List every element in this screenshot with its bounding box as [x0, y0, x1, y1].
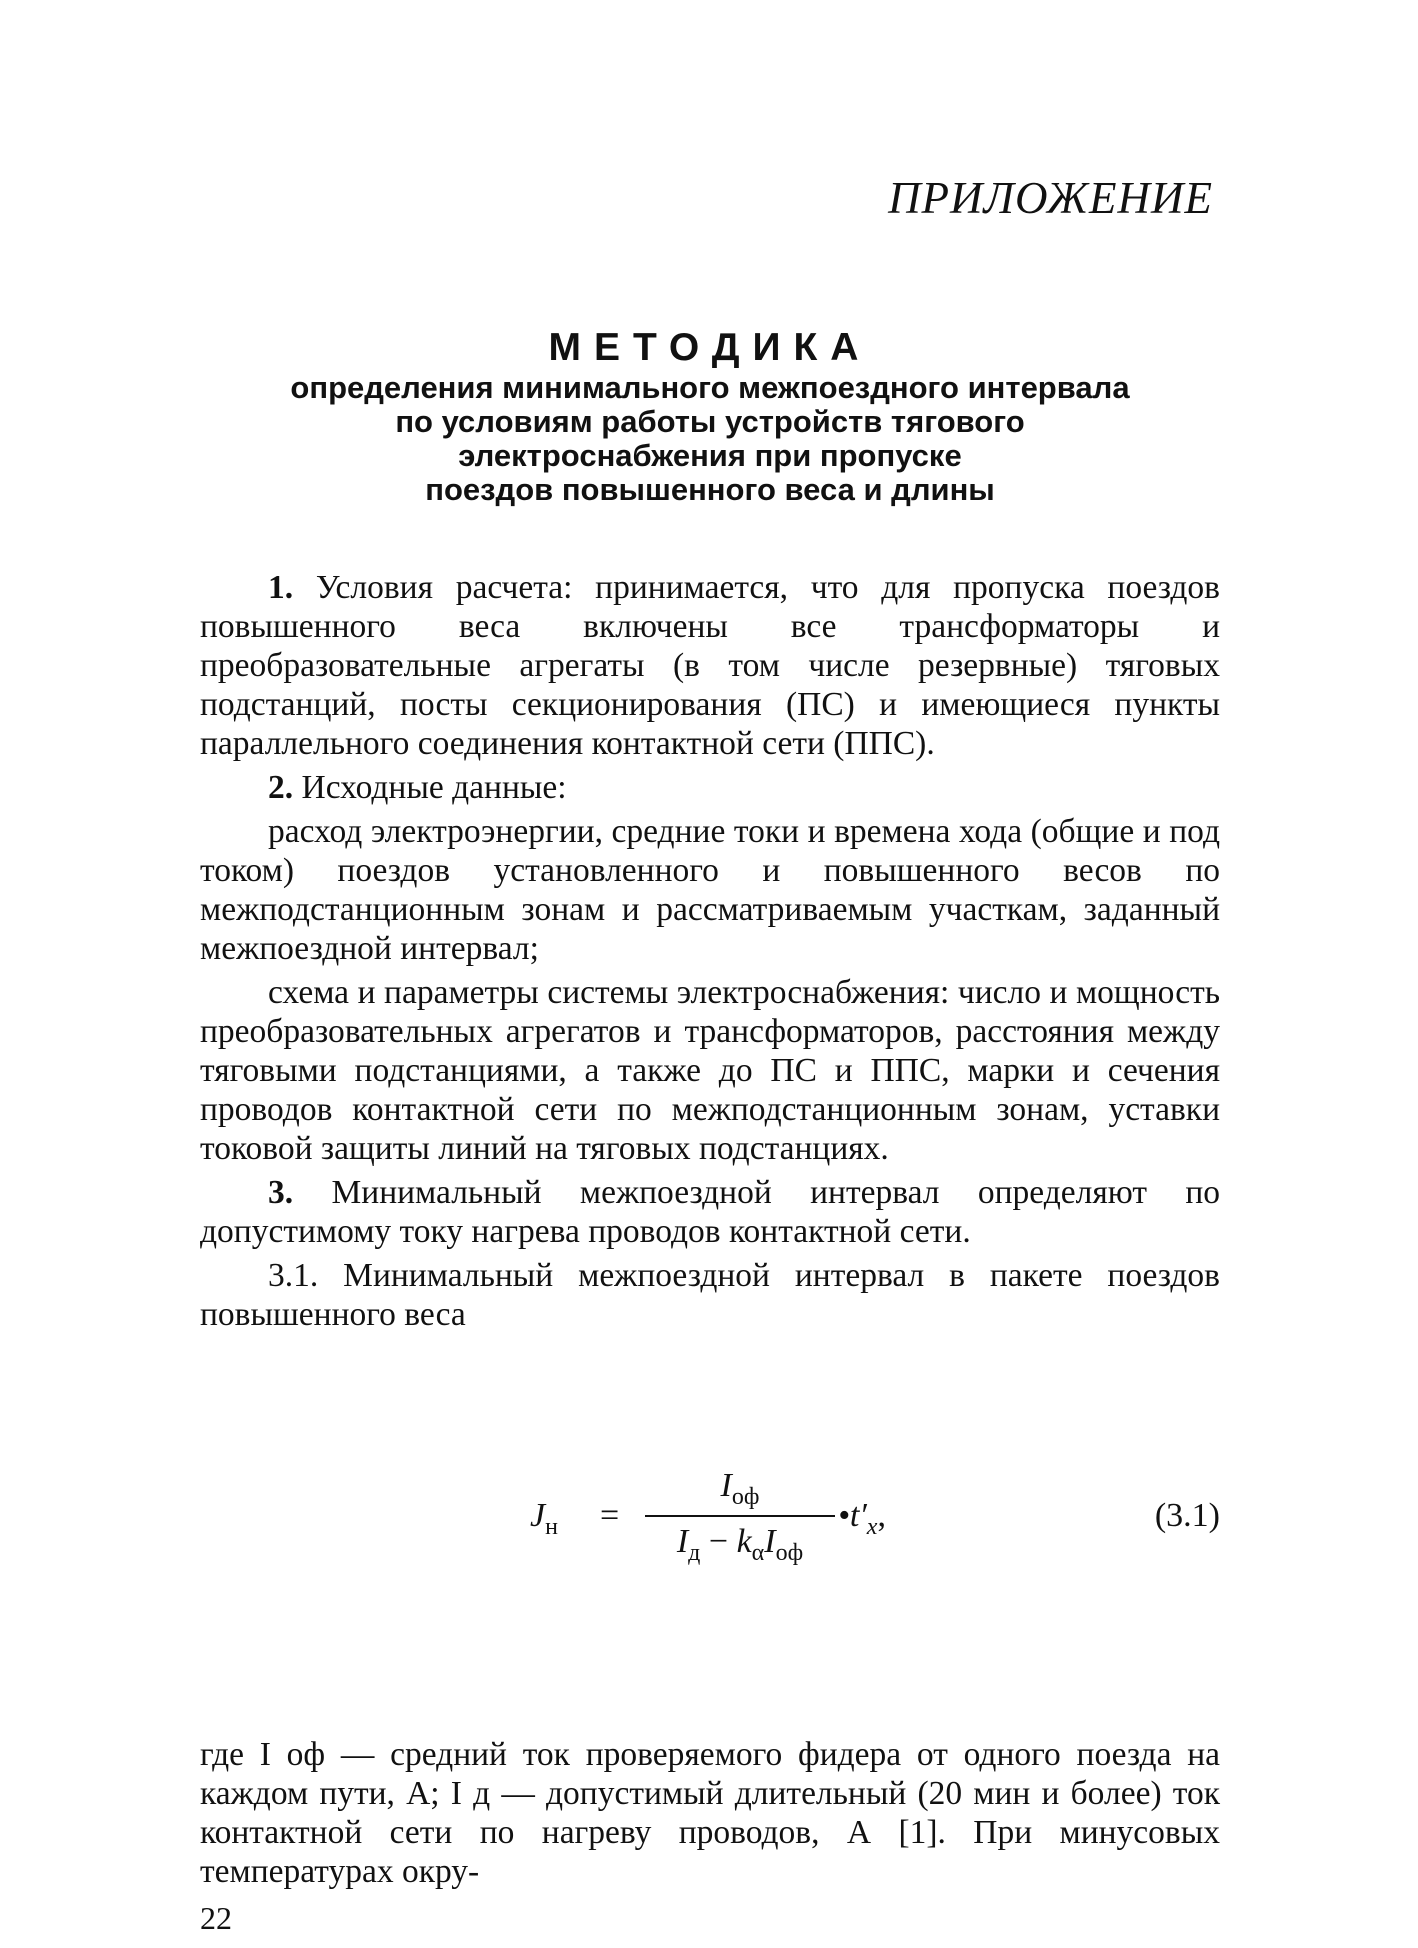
formula-denominator: $I_д - k_\alpha I_{оф}$ — [676, 1523, 804, 1566]
paragraph — [200, 1256, 1220, 1334]
paragraph: где I оф — средний ток проверяемого фидера от одного поезда на каждом пути, А; I д — допустимый длительный (20 мин и более) ток контактной сети по нагреву проводов, А [1]. При минусовых температурах окру- — [200, 1736, 1220, 1890]
heading-subtitle-line: поездов повышенного веса и длины — [425, 472, 995, 507]
heading-title: МЕТОДИКА — [548, 326, 872, 369]
paragraph-number: 3. — [268, 1174, 294, 1211]
heading-subtitle-line: определения минимального межпоездного интервала — [290, 370, 1130, 405]
paragraph-text: Условия расчета: принимается, что для пропуска поездов повышенного веса включены все трансформаторы и преобразовательные агрегаты (в том числе резервные) тяговых подстанций, посты секционирования (ПС) и имеющиеся пункты параллельного соединения контактной сети (ППС). — [200, 569, 1221, 762]
formula-fraction — [645, 1455, 835, 1577]
paragraph-number: 1. — [268, 569, 294, 606]
formula-lhs: $J_н$ — [530, 1497, 558, 1540]
paragraph — [200, 812, 1220, 968]
document-heading — [200, 325, 1220, 507]
heading-subtitle-line: электроснабжения при пропуске — [458, 438, 962, 473]
appendix-label: ПРИЛОЖЕНИЕ — [888, 173, 1213, 223]
paragraph — [200, 568, 1220, 763]
formula-number: (3.1) — [1154, 1497, 1220, 1534]
formula-numerator: $I_{оф}$ — [720, 1467, 760, 1510]
heading-subtitle-line: по условиям работы устройств тягового — [395, 404, 1025, 439]
paragraph — [200, 973, 1220, 1168]
paragraph — [200, 768, 1220, 807]
paragraph-text: схема и параметры системы электроснабжения: число и мощность преобразовательных агрегатов и трансформаторов, расстояния между тяговыми подстанциями, а также до ПС и ППС, марки и сечения проводов контактной сети по межподстанционным зонам, уставки токовой защиты линий на тяговых подстанциях. — [200, 974, 1220, 1167]
paragraph-text: Минимальный межпоездной интервал определяют по допустимому току нагрева проводов контактной сети. — [200, 1174, 1220, 1250]
paragraph-text: Исходные данные: — [301, 769, 567, 806]
formula-equals: = — [600, 1497, 620, 1534]
paragraph-text: 3.1. Минимальный межпоездной интервал в пакете поездов повышенного веса — [200, 1257, 1220, 1333]
formula-multiplier: $•t'_x$, — [838, 1497, 886, 1540]
body-text-continued — [200, 1735, 1220, 1891]
paragraph-number: 2. — [268, 769, 294, 806]
paragraph-text: расход электроэнергии, средние токи и времена хода (общие и под током) поездов установленного и повышенного весов по межподстанционным зонам и рассматриваемым участкам, заданный межпоездной интервал; — [200, 813, 1220, 967]
page-number: 22 — [200, 1900, 232, 1936]
paragraph — [200, 1173, 1220, 1251]
formula-3-1 — [200, 1455, 1220, 1585]
body-text — [200, 568, 1220, 1339]
